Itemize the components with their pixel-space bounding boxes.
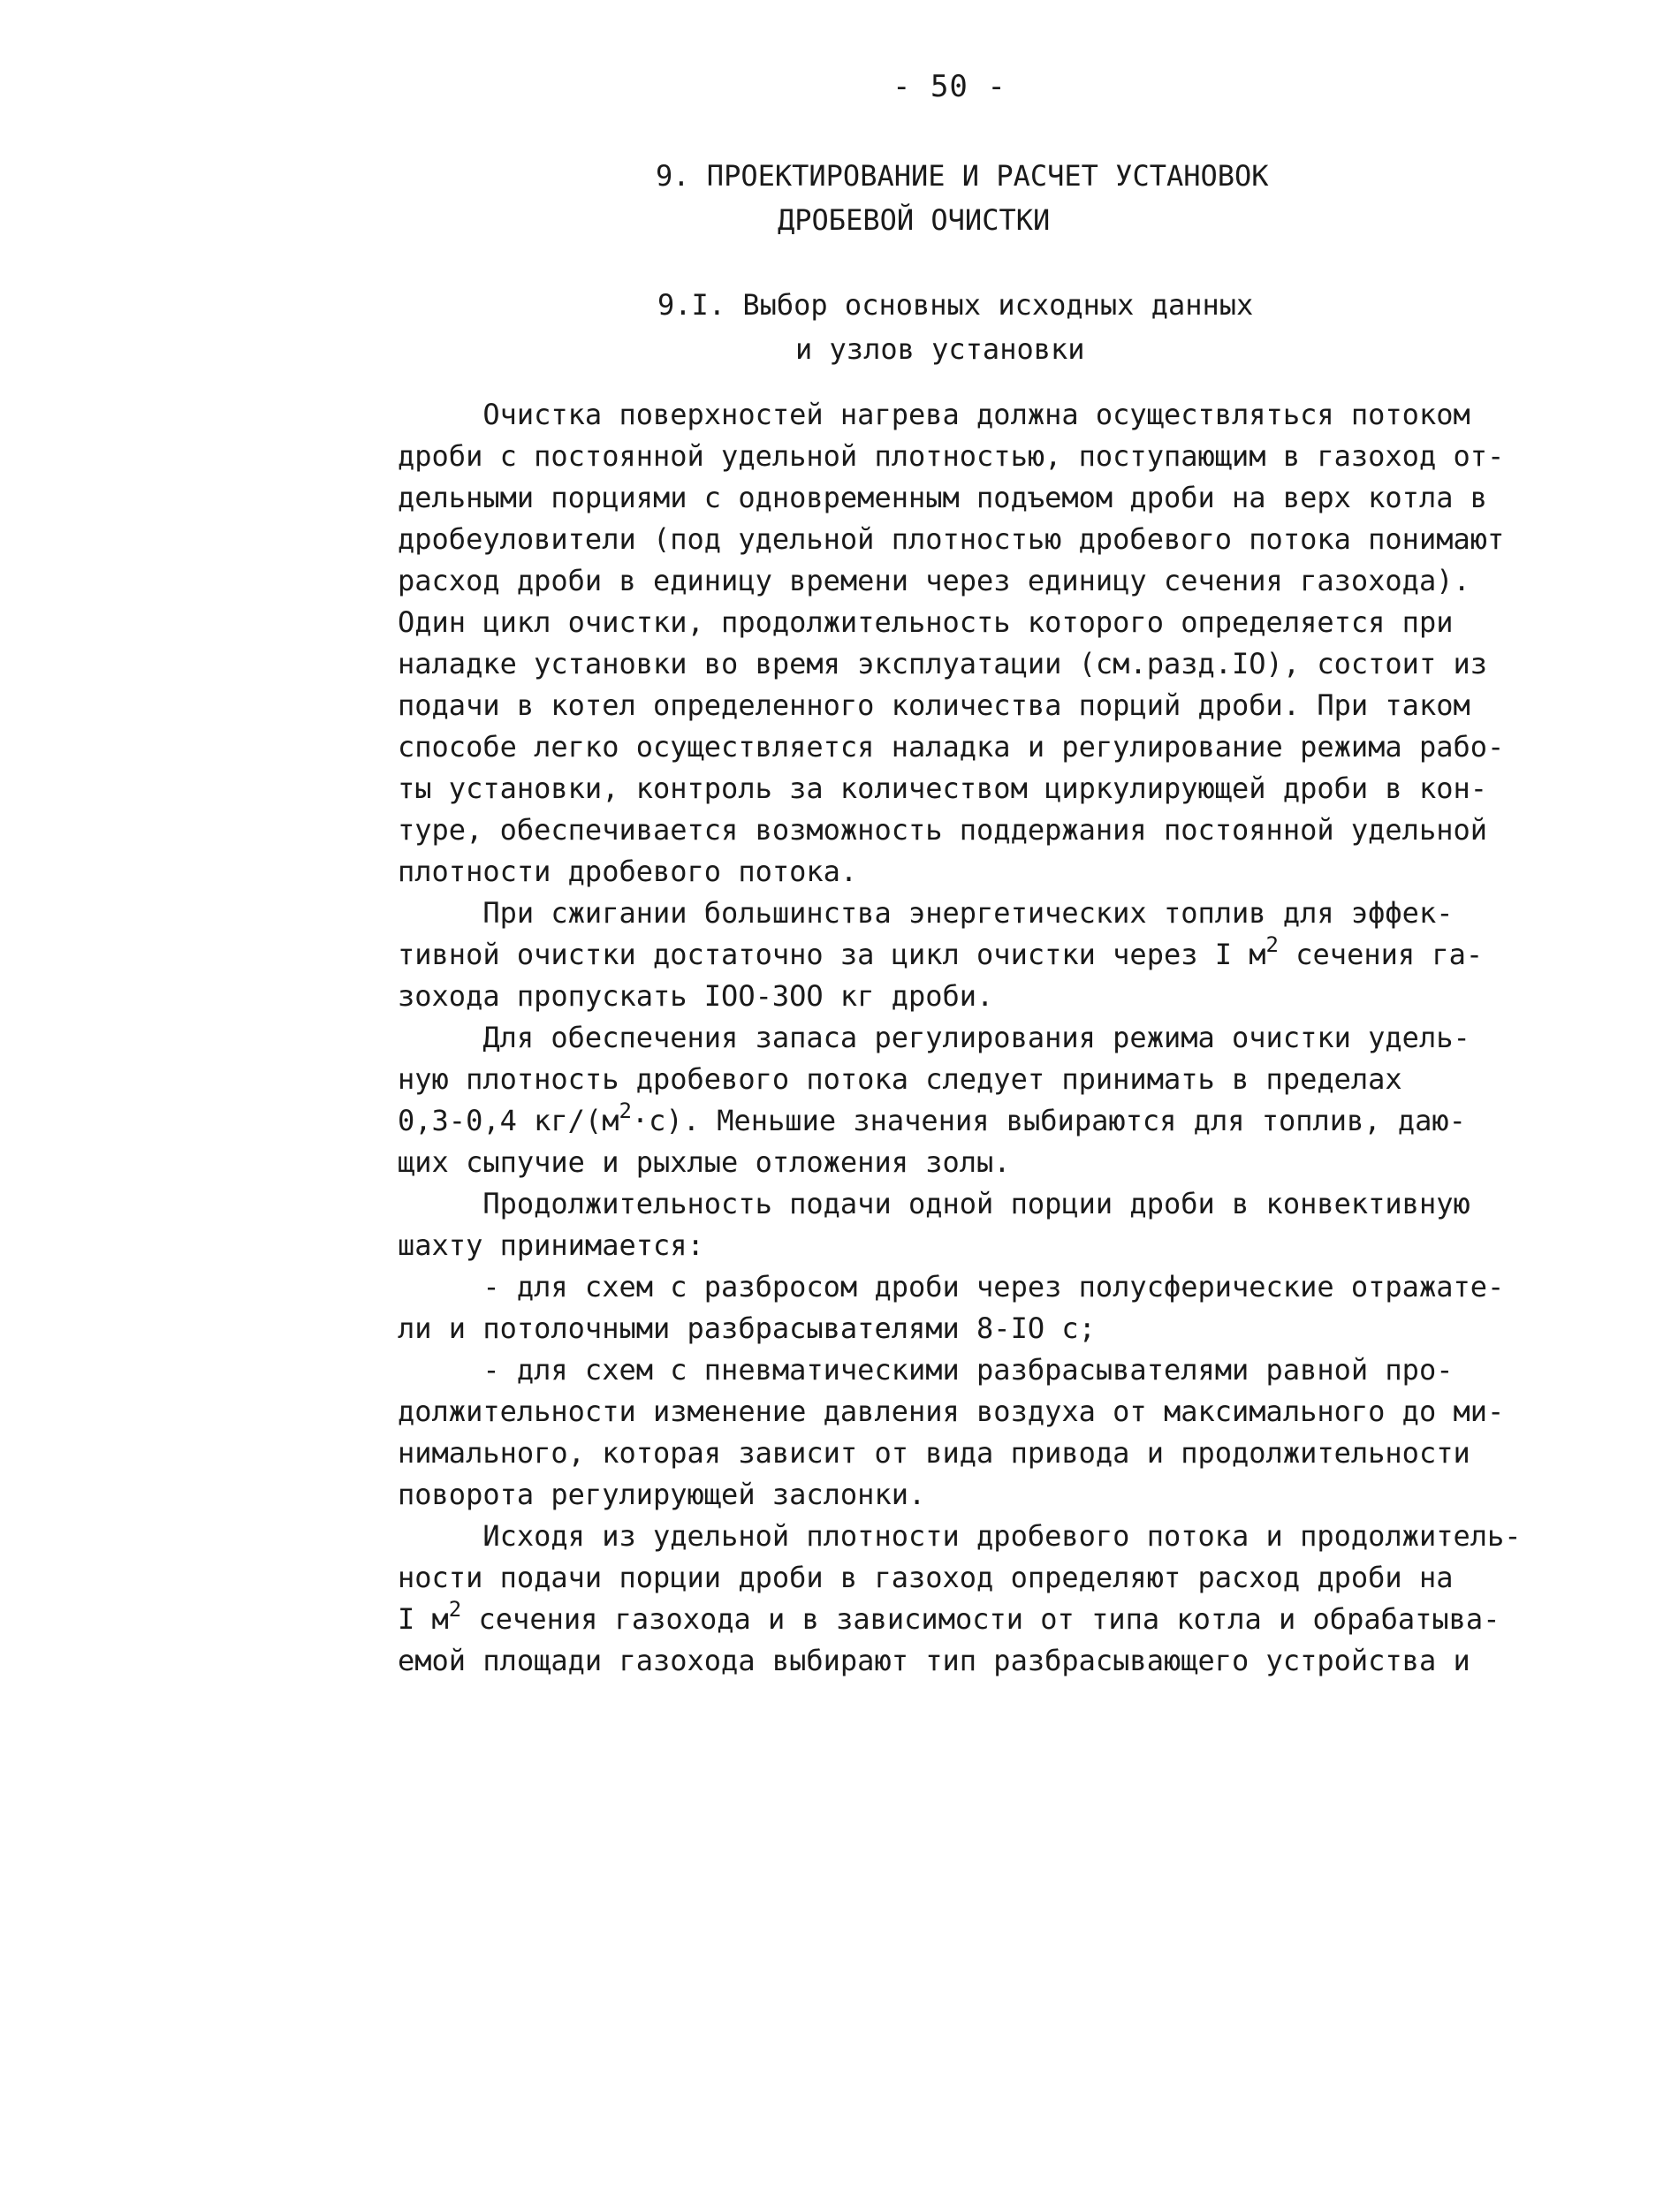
text-line: емой площади газохода выбирают тип разбрасывающего устройства и	[398, 1644, 1470, 1677]
text-line: плотности дробевого потока.	[398, 855, 858, 888]
text-line: наладке установки во время эксплуатации (см.разд.IO), состоит из	[398, 647, 1487, 680]
text-line: тивной очистки достаточно за цикл очистки через I $м^2$ сечения га-	[398, 932, 1484, 971]
text-line: - для схем с разбросом дроби через полусферические отражате-	[398, 1270, 1505, 1304]
text-line: поворота регулирующей заслонки.	[398, 1478, 926, 1511]
text-line: щих сыпучие и рыхлые отложения золы.	[398, 1145, 1011, 1179]
subsection-title-line-1: 9.I. Выбор основных исходных данных	[657, 288, 1254, 322]
text-line: зохода пропускать IOO-3OO кг дроби.	[398, 979, 994, 1013]
text-line: Для обеспечения запаса регулирования режима очистки удель-	[398, 1021, 1470, 1054]
text-line: шахту принимается:	[398, 1228, 704, 1262]
text-line: I $м^2$ сечения газохода и в зависимости от типа котла и обрабатыва-	[398, 1597, 1500, 1636]
text-line: способе легко осуществляется наладка и регулирование режима рабо-	[398, 730, 1505, 764]
text-line: ности подачи порции дроби в газоход определяют расход дроби на	[398, 1561, 1454, 1594]
text-line: расход дроби в единицу времени через единицу сечения газохода).	[398, 564, 1470, 597]
body-text	[398, 394, 1529, 1682]
text-line: Исходя из удельной плотности дробевого потока и продолжитель-	[398, 1519, 1522, 1553]
text-line: дроби с постоянной удельной плотностью, поступающим в газоход от-	[398, 439, 1505, 473]
text-line: Продолжительность подачи одной порции дроби в конвективную	[398, 1187, 1470, 1220]
text-line: подачи в котел определенного количества порций дроби. При таком	[398, 688, 1470, 722]
section-title-line-2: ДРОБЕВОЙ ОЧИСТКИ	[778, 203, 1051, 237]
text-line: дельными порциями с одновременным подъемом дроби на верх котла в	[398, 481, 1487, 514]
text-line: Очистка поверхностей нагрева должна осуществляться потоком	[398, 398, 1470, 431]
text-line: нимального, которая зависит от вида привода и продолжительности	[398, 1436, 1470, 1470]
superscript-two: 2	[619, 1098, 632, 1123]
section-title-line-1: 9. ПРОЕКТИРОВАНИЕ И РАСЧЕТ УСТАНОВОК	[656, 159, 1269, 193]
page-number: - 50 -	[892, 69, 1006, 104]
text-line: ную плотность дробевого потока следует принимать в пределах	[398, 1062, 1402, 1096]
text-line: должительности изменение давления воздуха от максимального до ми-	[398, 1395, 1505, 1428]
text-line: ли и потолочными разбрасывателями 8-IO с;	[398, 1311, 1096, 1345]
superscript-two: 2	[448, 1597, 462, 1622]
text-line: При сжигании большинства энергетических топлив для эффек-	[398, 896, 1454, 930]
subsection-title-line-2: и узлов установки	[795, 332, 1085, 366]
text-line: - для схем с пневматическими разбрасывателями равной про-	[398, 1353, 1454, 1387]
superscript-two: 2	[1265, 932, 1279, 957]
text-line: 0,3-0,4 $кг/(м^2\cdot с)$. Меньшие значения выбираются для топлив, даю-	[398, 1098, 1466, 1137]
text-line: Один цикл очистки, продолжительность которого определяется при	[398, 605, 1454, 639]
text-line: туре, обеспечивается возможность поддержания постоянной удельной	[398, 813, 1487, 847]
text-line: дробеуловители (под удельной плотностью дробевого потока понимают	[398, 522, 1505, 556]
text-line: ты установки, контроль за количеством циркулирующей дроби в кон-	[398, 772, 1487, 805]
